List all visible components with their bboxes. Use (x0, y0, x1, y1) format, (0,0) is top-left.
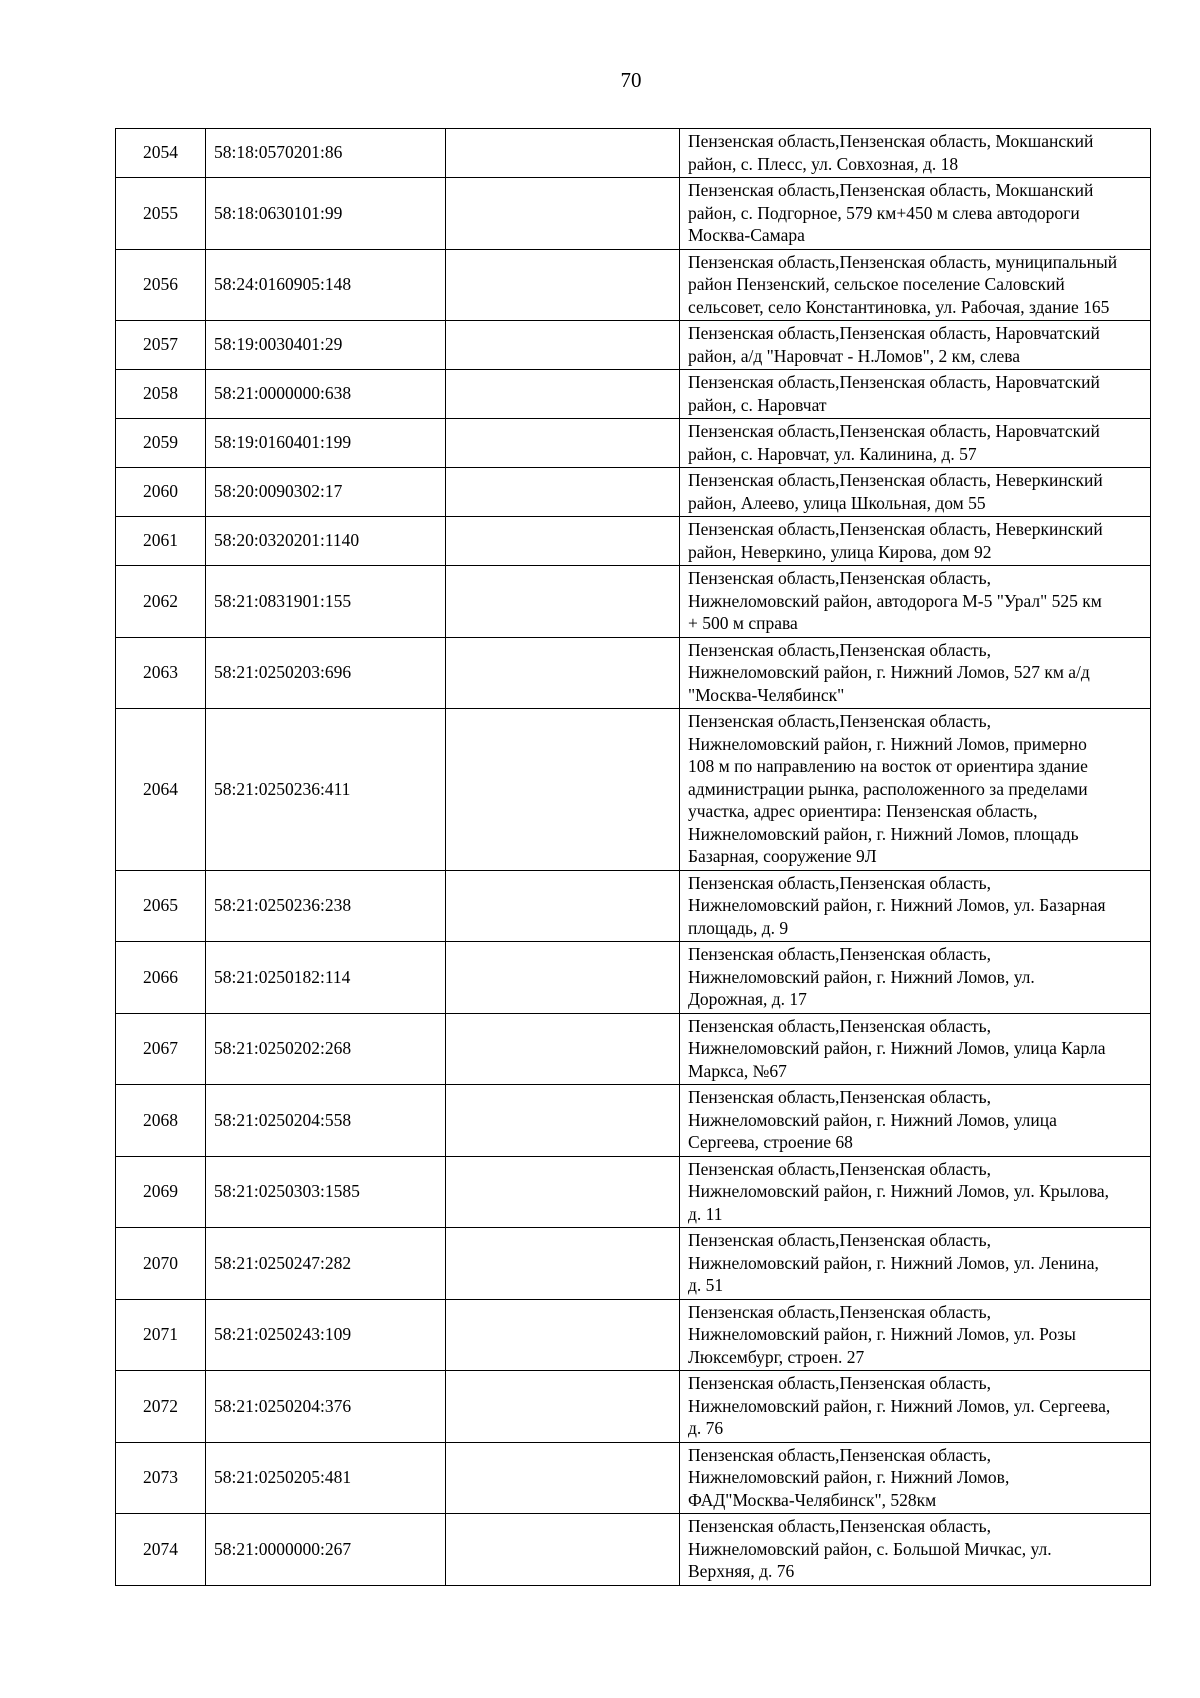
cadastral-number-cell: 58:21:0250236:238 (206, 870, 446, 942)
table-row (116, 870, 1151, 942)
row-number-cell: 2073 (116, 1442, 206, 1514)
row-number-cell: 2054 (116, 129, 206, 178)
cadastral-number-cell: 58:18:0570201:86 (206, 129, 446, 178)
row-number-cell: 2063 (116, 637, 206, 709)
registry-table (115, 128, 1151, 1586)
table-row (116, 1085, 1151, 1157)
empty-cell (446, 249, 680, 321)
address-cell: Пензенская область,Пензенская область, Наровчатский район, с. Наровчат (680, 370, 1151, 419)
table-row (116, 1371, 1151, 1443)
row-number-cell: 2058 (116, 370, 206, 419)
table-row (116, 249, 1151, 321)
empty-cell (446, 1299, 680, 1371)
table-row (116, 1013, 1151, 1085)
empty-cell (446, 321, 680, 370)
page-number: 70 (620, 68, 642, 92)
row-number-cell: 2059 (116, 419, 206, 468)
row-number-cell: 2062 (116, 566, 206, 638)
address-cell: Пензенская область,Пензенская область, Наровчатский район, а/д "Наровчат - Н.Ломов", 2 км, слева (680, 321, 1151, 370)
table-row (116, 419, 1151, 468)
table-row (116, 321, 1151, 370)
address-cell: Пензенская область,Пензенская область, Нижнеломовский район, г. Нижний Ломов, ул. Розы Люксембург, строен. 27 (680, 1299, 1151, 1371)
table-row (116, 468, 1151, 517)
address-cell: Пензенская область,Пензенская область, Нижнеломовский район, автодорога М-5 "Урал" 525 км + 500 м справа (680, 566, 1151, 638)
cadastral-number-cell: 58:21:0250303:1585 (206, 1156, 446, 1228)
address-cell: Пензенская область,Пензенская область, Нижнеломовский район, г. Нижний Ломов, ул. Крылова, д. 11 (680, 1156, 1151, 1228)
table-row (116, 1442, 1151, 1514)
empty-cell (446, 709, 680, 871)
empty-cell (446, 942, 680, 1014)
row-number-cell: 2064 (116, 709, 206, 871)
empty-cell (446, 1228, 680, 1300)
table-row (116, 1156, 1151, 1228)
cadastral-number-cell: 58:19:0160401:199 (206, 419, 446, 468)
address-cell: Пензенская область,Пензенская область, Нижнеломовский район, г. Нижний Ломов, улица Карла Маркса, №67 (680, 1013, 1151, 1085)
row-number-cell: 2060 (116, 468, 206, 517)
row-number-cell: 2072 (116, 1371, 206, 1443)
cadastral-number-cell: 58:20:0090302:17 (206, 468, 446, 517)
address-cell: Пензенская область,Пензенская область, Нижнеломовский район, г. Нижний Ломов, 527 км а/д "Москва-Челябинск" (680, 637, 1151, 709)
table-row (116, 1228, 1151, 1300)
empty-cell (446, 1156, 680, 1228)
address-cell: Пензенская область,Пензенская область, Неверкинский район, Неверкино, улица Кирова, дом 92 (680, 517, 1151, 566)
row-number-cell: 2071 (116, 1299, 206, 1371)
cadastral-number-cell: 58:21:0000000:638 (206, 370, 446, 419)
address-cell: Пензенская область,Пензенская область, Нижнеломовский район, г. Нижний Ломов, ул. Дорожная, д. 17 (680, 942, 1151, 1014)
table-row (116, 942, 1151, 1014)
address-cell: Пензенская область,Пензенская область, Нижнеломовский район, г. Нижний Ломов, ул. Базарная площадь, д. 9 (680, 870, 1151, 942)
row-number-cell: 2061 (116, 517, 206, 566)
address-cell: Пензенская область,Пензенская область, Наровчатский район, с. Наровчат, ул. Калинина, д. 57 (680, 419, 1151, 468)
row-number-cell: 2074 (116, 1514, 206, 1586)
empty-cell (446, 129, 680, 178)
row-number-cell: 2066 (116, 942, 206, 1014)
cadastral-number-cell: 58:21:0250204:558 (206, 1085, 446, 1157)
address-cell: Пензенская область,Пензенская область, Нижнеломовский район, г. Нижний Ломов, ул. Ленина, д. 51 (680, 1228, 1151, 1300)
cadastral-number-cell: 58:24:0160905:148 (206, 249, 446, 321)
table-row (116, 370, 1151, 419)
row-number-cell: 2056 (116, 249, 206, 321)
table-row (116, 178, 1151, 250)
table-row (116, 637, 1151, 709)
table-row (116, 129, 1151, 178)
empty-cell (446, 1371, 680, 1443)
row-number-cell: 2070 (116, 1228, 206, 1300)
empty-cell (446, 1085, 680, 1157)
empty-cell (446, 637, 680, 709)
table-row (116, 517, 1151, 566)
row-number-cell: 2069 (116, 1156, 206, 1228)
cadastral-number-cell: 58:18:0630101:99 (206, 178, 446, 250)
table-row (116, 566, 1151, 638)
address-cell: Пензенская область,Пензенская область, Нижнеломовский район, с. Большой Мичкас, ул. Верхняя, д. 76 (680, 1514, 1151, 1586)
empty-cell (446, 468, 680, 517)
cadastral-number-cell: 58:21:0250204:376 (206, 1371, 446, 1443)
row-number-cell: 2067 (116, 1013, 206, 1085)
cadastral-number-cell: 58:21:0250182:114 (206, 942, 446, 1014)
empty-cell (446, 1514, 680, 1586)
registry-table-body (116, 129, 1151, 1586)
table-row (116, 1299, 1151, 1371)
cadastral-number-cell: 58:21:0250202:268 (206, 1013, 446, 1085)
cadastral-number-cell: 58:19:0030401:29 (206, 321, 446, 370)
empty-cell (446, 1013, 680, 1085)
empty-cell (446, 566, 680, 638)
row-number-cell: 2065 (116, 870, 206, 942)
cadastral-number-cell: 58:21:0250247:282 (206, 1228, 446, 1300)
table-row (116, 709, 1151, 871)
row-number-cell: 2057 (116, 321, 206, 370)
empty-cell (446, 370, 680, 419)
empty-cell (446, 517, 680, 566)
address-cell: Пензенская область,Пензенская область, Нижнеломовский район, г. Нижний Ломов, улица Сергеева, строение 68 (680, 1085, 1151, 1157)
empty-cell (446, 419, 680, 468)
table-row (116, 1514, 1151, 1586)
address-cell: Пензенская область,Пензенская область, Мокшанский район, с. Плесс, ул. Совхозная, д. 18 (680, 129, 1151, 178)
cadastral-number-cell: 58:21:0250236:411 (206, 709, 446, 871)
cadastral-number-cell: 58:21:0000000:267 (206, 1514, 446, 1586)
address-cell: Пензенская область,Пензенская область, Нижнеломовский район, г. Нижний Ломов, ФАД"Москва-Челябинск", 528км (680, 1442, 1151, 1514)
empty-cell (446, 178, 680, 250)
row-number-cell: 2068 (116, 1085, 206, 1157)
empty-cell (446, 1442, 680, 1514)
cadastral-number-cell: 58:21:0831901:155 (206, 566, 446, 638)
cadastral-number-cell: 58:21:0250243:109 (206, 1299, 446, 1371)
cadastral-number-cell: 58:21:0250205:481 (206, 1442, 446, 1514)
address-cell: Пензенская область,Пензенская область, Неверкинский район, Алеево, улица Школьная, дом 55 (680, 468, 1151, 517)
address-cell: Пензенская область,Пензенская область, Мокшанский район, с. Подгорное, 579 км+450 м слева автодороги Москва-Самара (680, 178, 1151, 250)
row-number-cell: 2055 (116, 178, 206, 250)
address-cell: Пензенская область,Пензенская область, Нижнеломовский район, г. Нижний Ломов, примерно 108 м по направлению на восток от ориентира здание администрации рынка, расположенного за пределами участка, адрес ориентира: Пензенская область, Нижнеломовский район, г. Нижний Ломов, площадь Базарная, сооружение 9Л (680, 709, 1151, 871)
address-cell: Пензенская область,Пензенская область, Нижнеломовский район, г. Нижний Ломов, ул. Сергеева, д. 76 (680, 1371, 1151, 1443)
cadastral-number-cell: 58:21:0250203:696 (206, 637, 446, 709)
cadastral-number-cell: 58:20:0320201:1140 (206, 517, 446, 566)
address-cell: Пензенская область,Пензенская область, муниципальный район Пензенский, сельское поселение Саловский сельсовет, село Константиновка, ул. Рабочая, здание 165 (680, 249, 1151, 321)
empty-cell (446, 870, 680, 942)
